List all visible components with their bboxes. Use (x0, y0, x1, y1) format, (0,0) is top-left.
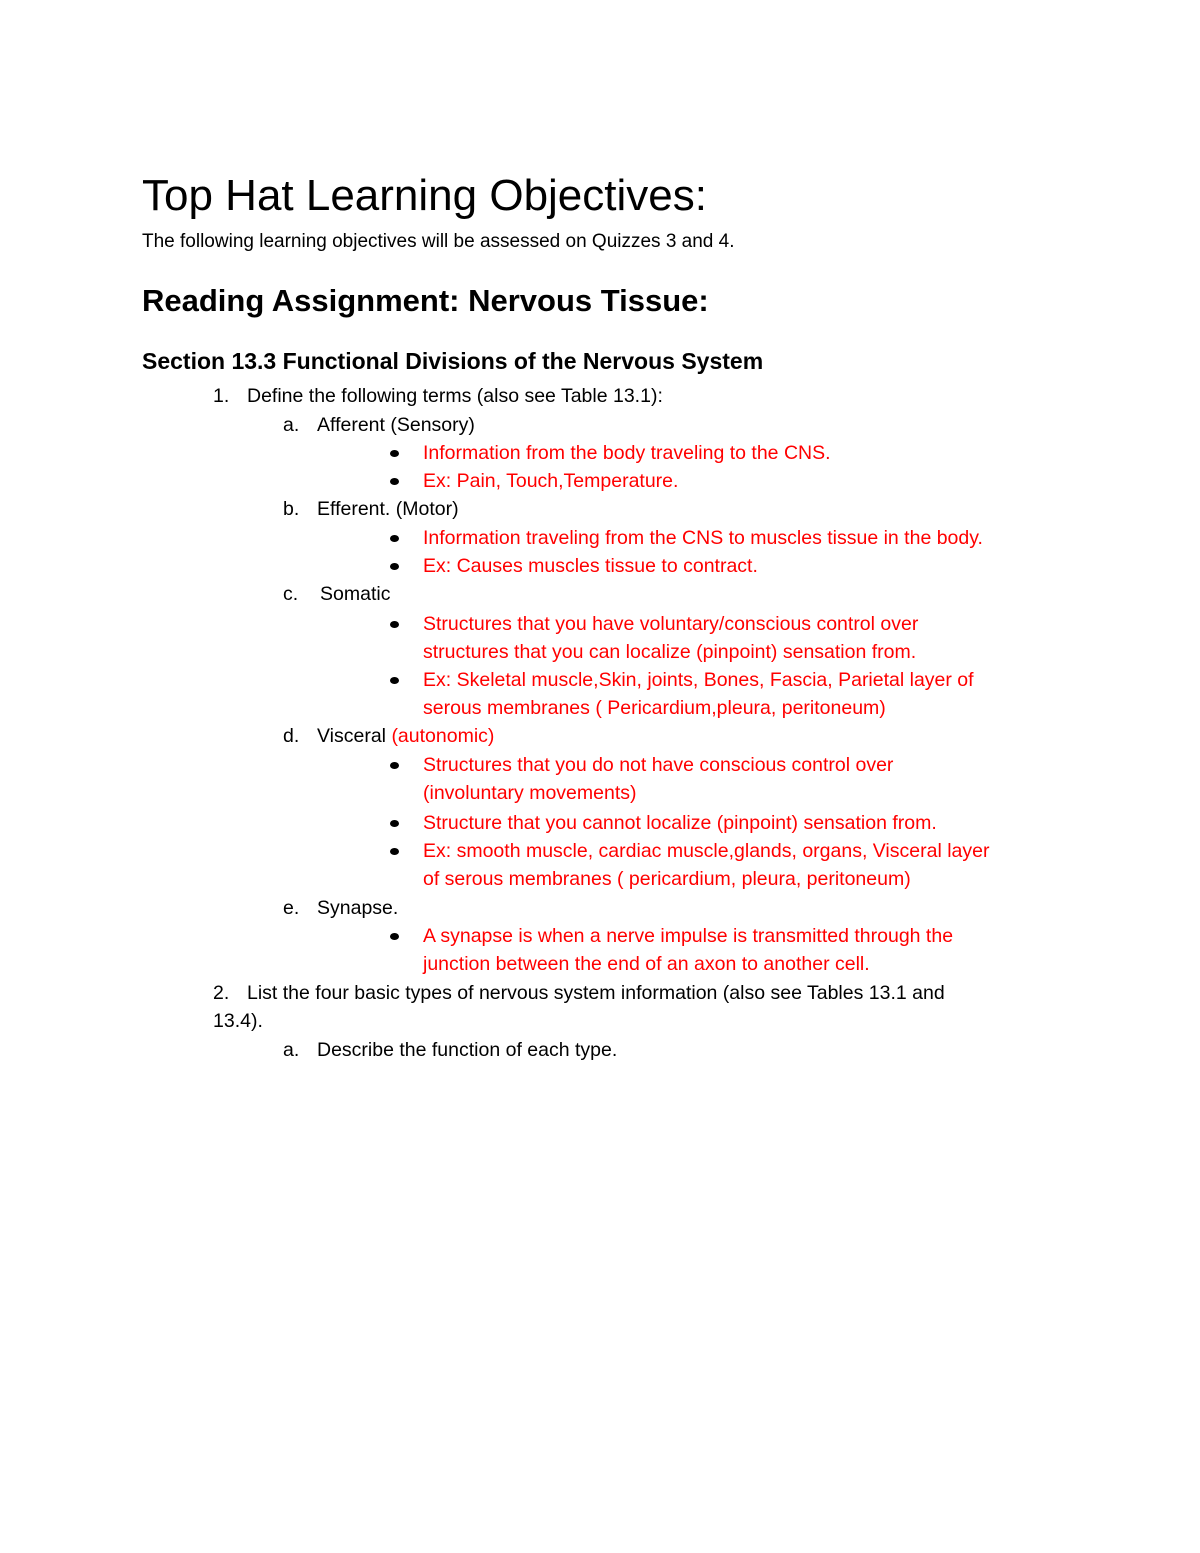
term-b-marker: b. (283, 498, 300, 520)
term-d-label-red: (autonomic) (391, 725, 495, 747)
term-b-bullet-2: Ex: Causes muscles tissue to contract. (423, 555, 758, 577)
item-2a-marker: a. (283, 1039, 300, 1061)
term-c-bullet-2-line-2: serous membranes ( Pericardium,pleura, peritoneum) (423, 697, 886, 719)
term-d-marker: d. (283, 725, 300, 747)
page-title: Top Hat Learning Objectives: (142, 171, 707, 220)
term-c-label: Somatic (320, 583, 391, 605)
term-a-label: Afferent (Sensory) (317, 414, 475, 436)
term-d-label: Visceral (317, 725, 387, 747)
bullet-icon (390, 478, 399, 485)
intro-text: The following learning objectives will be assessed on Quizzes 3 and 4. (142, 231, 735, 252)
term-c-marker: c. (283, 583, 299, 605)
bullet-icon (390, 933, 399, 940)
bullet-icon (390, 535, 399, 542)
item-2-marker: 2. (213, 982, 230, 1004)
term-a-bullet-1: Information from the body traveling to the CNS. (423, 442, 831, 464)
term-d-bullet-2: Structure that you cannot localize (pinpoint) sensation from. (423, 812, 937, 834)
term-d-bullet-3-line-1: Ex: smooth muscle, cardiac muscle,glands, organs, Visceral layer (423, 840, 990, 862)
bullet-icon (390, 848, 399, 855)
item-2-text-line-1: List the four basic types of nervous system information (also see Tables 13.1 and (247, 982, 945, 1004)
item-1-marker: 1. (213, 385, 230, 407)
term-d-bullet-3-line-2: of serous membranes ( pericardium, pleura, peritoneum) (423, 868, 911, 890)
term-c-bullet-1-line-1: Structures that you have voluntary/conscious control over (423, 613, 919, 635)
term-a-bullet-2: Ex: Pain, Touch,Temperature. (423, 470, 679, 492)
term-b-label: Efferent. (Motor) (317, 498, 459, 520)
bullet-icon (390, 762, 399, 769)
term-d-bullet-1-line-1: Structures that you do not have conscious control over (423, 754, 894, 776)
section-heading: Section 13.3 Functional Divisions of the Nervous System (142, 348, 764, 374)
item-2a-text: Describe the function of each type. (317, 1039, 618, 1061)
term-e-label: Synapse. (317, 897, 399, 919)
term-c-bullet-2-line-1: Ex: Skeletal muscle,Skin, joints, Bones, Fascia, Parietal layer of (423, 669, 974, 691)
bullet-icon (390, 820, 399, 827)
term-e-bullet-1-line-2: junction between the end of an axon to another cell. (423, 953, 870, 975)
term-b-bullet-1: Information traveling from the CNS to muscles tissue in the body. (423, 527, 983, 549)
bullet-icon (390, 677, 399, 684)
term-d-bullet-1-line-2: (involuntary movements) (423, 782, 637, 804)
reading-assignment-heading: Reading Assignment: Nervous Tissue: (142, 283, 709, 318)
term-e-bullet-1-line-1: A synapse is when a nerve impulse is transmitted through the (423, 925, 954, 947)
item-2-text-line-2: 13.4). (213, 1010, 263, 1032)
term-d-label-line (317, 722, 494, 750)
term-e-marker: e. (283, 897, 300, 919)
bullet-icon (390, 450, 399, 457)
bullet-icon (390, 621, 399, 628)
item-1-text: Define the following terms (also see Table 13.1): (247, 385, 663, 407)
term-c-bullet-1-line-2: structures that you can localize (pinpoint) sensation from. (423, 641, 917, 663)
bullet-icon (390, 563, 399, 570)
term-a-marker: a. (283, 414, 300, 436)
